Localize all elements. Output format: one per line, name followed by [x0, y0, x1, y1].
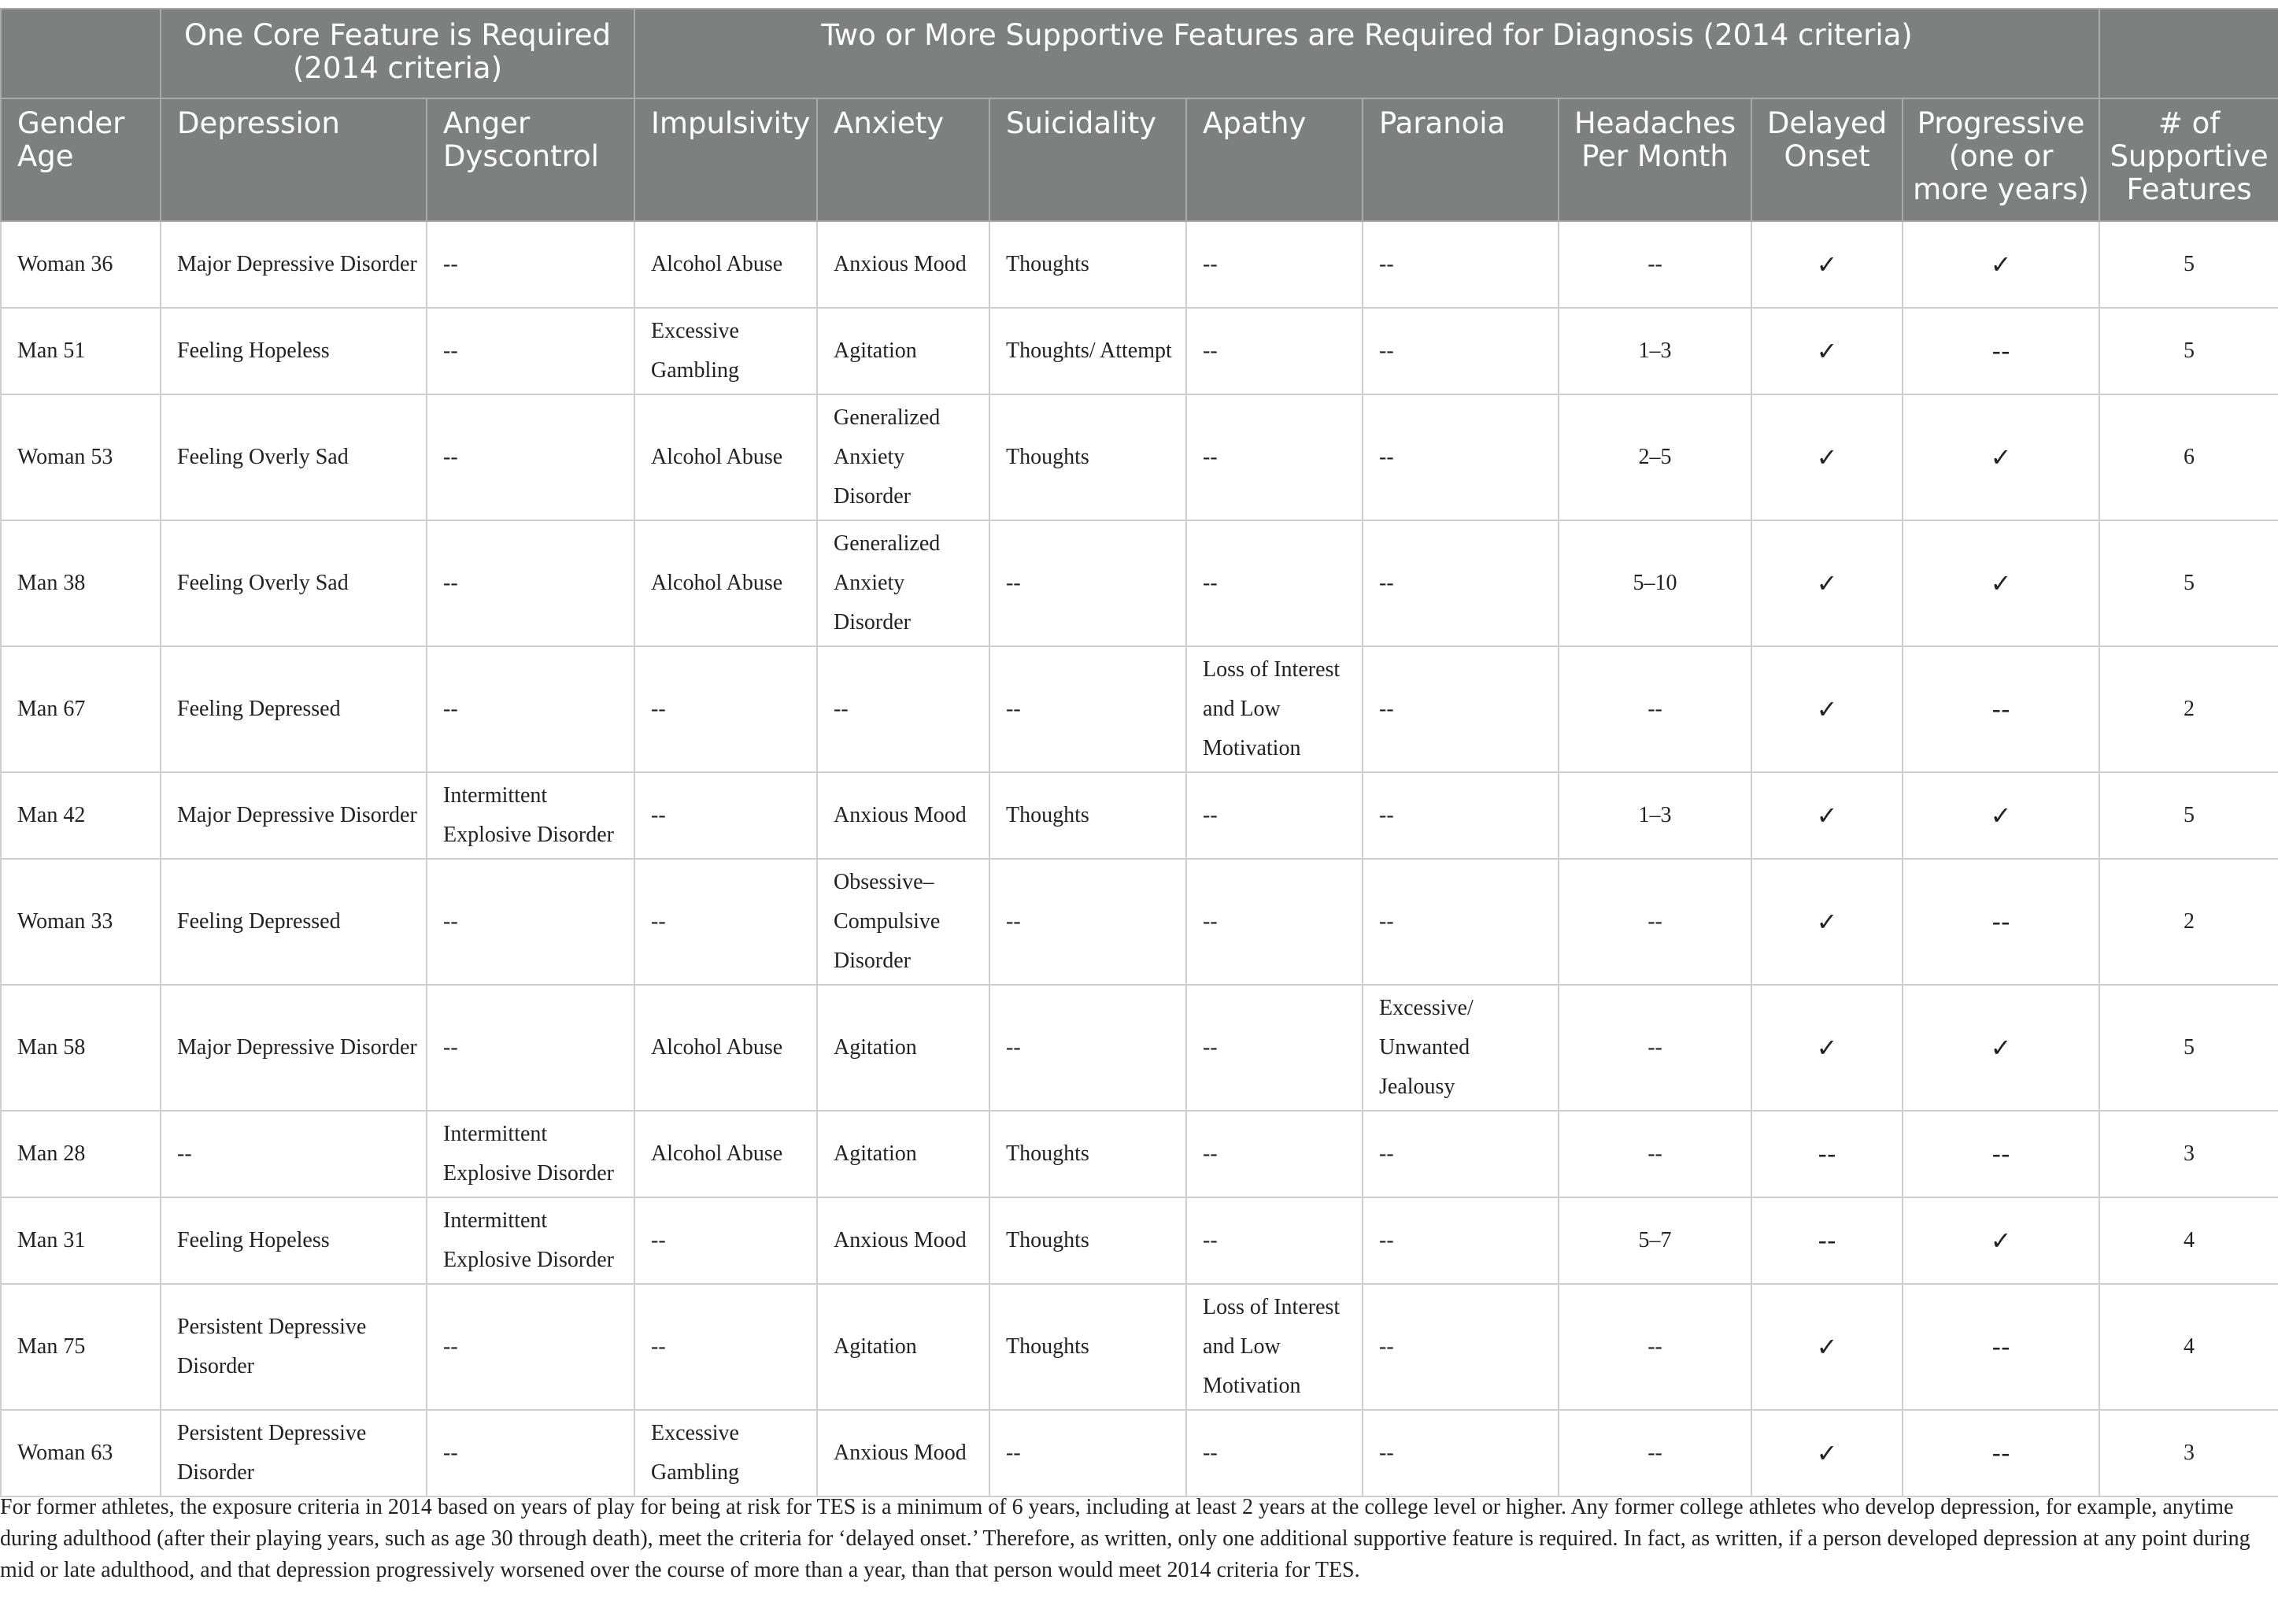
cell-apathy: -- [1186, 308, 1363, 394]
table-row [1, 1284, 2278, 1410]
cell-count: 6 [2099, 394, 2278, 520]
col-progressive: Progressive (one or more years) [1903, 98, 2099, 221]
cell-apathy: -- [1186, 859, 1363, 985]
cell-depression: Feeling Hopeless [161, 308, 427, 394]
cell-delayed-onset: ✓ [1751, 520, 1903, 646]
col-depression: Depression [161, 98, 427, 221]
col-headaches: Headaches Per Month [1559, 98, 1751, 221]
cell-gender-age: Man 28 [1, 1111, 161, 1197]
col-impulsivity: Impulsivity [634, 98, 817, 221]
table-row [1, 520, 2278, 646]
cell-progressive: -- [1903, 1111, 2099, 1197]
cell-gender-age: Man 75 [1, 1284, 161, 1410]
cell-gender-age: Man 38 [1, 520, 161, 646]
cell-depression: Major Depressive Disorder [161, 985, 427, 1111]
cell-headaches: 1–3 [1559, 308, 1751, 394]
cell-apathy: -- [1186, 1410, 1363, 1496]
col-anger-dyscontrol: Anger Dyscontrol [427, 98, 634, 221]
cell-anger: -- [427, 985, 634, 1111]
cell-apathy: -- [1186, 1197, 1363, 1284]
cell-paranoia: -- [1363, 1111, 1559, 1197]
cell-apathy: Loss of Interest and Low Motivation [1186, 1284, 1363, 1410]
cell-anxiety: Agitation [817, 1284, 989, 1410]
cell-headaches: 5–10 [1559, 520, 1751, 646]
cell-delayed-onset: ✓ [1751, 308, 1903, 394]
col-supportive-count: # of Supportive Features [2099, 98, 2278, 221]
table-row [1, 1197, 2278, 1284]
cell-impulsivity: Alcohol Abuse [634, 394, 817, 520]
col-delayed-onset: Delayed Onset [1751, 98, 1903, 221]
cell-gender-age: Man 58 [1, 985, 161, 1111]
cell-progressive: ✓ [1903, 985, 2099, 1111]
cell-headaches: -- [1559, 1111, 1751, 1197]
cell-count: 2 [2099, 646, 2278, 772]
cell-suicidality: Thoughts/ Attempt [989, 308, 1186, 394]
cell-delayed-onset: -- [1751, 1197, 1903, 1284]
cell-progressive: ✓ [1903, 1197, 2099, 1284]
cell-impulsivity: -- [634, 646, 817, 772]
table-row [1, 985, 2278, 1111]
cell-suicidality: -- [989, 985, 1186, 1111]
table-row [1, 221, 2278, 308]
table-body [1, 221, 2278, 1496]
cell-suicidality: -- [989, 1410, 1186, 1496]
cell-progressive: -- [1903, 1410, 2099, 1496]
cell-impulsivity: Alcohol Abuse [634, 1111, 817, 1197]
cell-headaches: -- [1559, 985, 1751, 1111]
cell-paranoia: -- [1363, 394, 1559, 520]
cell-depression: Feeling Hopeless [161, 1197, 427, 1284]
cell-count: 5 [2099, 221, 2278, 308]
cell-count: 4 [2099, 1197, 2278, 1284]
cell-suicidality: Thoughts [989, 1197, 1186, 1284]
cell-paranoia: -- [1363, 1410, 1559, 1496]
cell-progressive: ✓ [1903, 394, 2099, 520]
cell-progressive: ✓ [1903, 772, 2099, 859]
cell-anxiety: Agitation [817, 1111, 989, 1197]
cell-depression: -- [161, 1111, 427, 1197]
cell-suicidality: -- [989, 859, 1186, 985]
cell-paranoia: -- [1363, 646, 1559, 772]
cell-anxiety: Obsessive–Compulsive Disorder [817, 859, 989, 985]
cell-delayed-onset: ✓ [1751, 1410, 1903, 1496]
cell-headaches: 1–3 [1559, 772, 1751, 859]
cell-gender-age: Man 31 [1, 1197, 161, 1284]
cell-apathy: -- [1186, 772, 1363, 859]
table-row [1, 772, 2278, 859]
col-gender-age: Gender Age [1, 98, 161, 221]
cell-anger: Intermittent Explosive Disorder [427, 1197, 634, 1284]
cell-delayed-onset: ✓ [1751, 221, 1903, 308]
cell-progressive: -- [1903, 308, 2099, 394]
cell-impulsivity: Alcohol Abuse [634, 520, 817, 646]
cell-count: 4 [2099, 1284, 2278, 1410]
cell-count: 5 [2099, 520, 2278, 646]
table-row [1, 394, 2278, 520]
header-group-core: One Core Feature is Required (2014 criteria) [161, 9, 634, 98]
cell-depression: Feeling Overly Sad [161, 394, 427, 520]
cell-gender-age: Woman 53 [1, 394, 161, 520]
cell-count: 2 [2099, 859, 2278, 985]
cell-count: 5 [2099, 308, 2278, 394]
cell-anxiety: Agitation [817, 308, 989, 394]
header-group-empty [1, 9, 161, 98]
cell-impulsivity: Alcohol Abuse [634, 985, 817, 1111]
cell-progressive: ✓ [1903, 520, 2099, 646]
table-row [1, 1410, 2278, 1496]
cell-progressive: -- [1903, 859, 2099, 985]
cell-depression: Major Depressive Disorder [161, 772, 427, 859]
cell-apathy: -- [1186, 1111, 1363, 1197]
cell-anxiety: Generalized Anxiety Disorder [817, 394, 989, 520]
cell-impulsivity: -- [634, 1197, 817, 1284]
cell-gender-age: Man 42 [1, 772, 161, 859]
cell-anger: Intermittent Explosive Disorder [427, 772, 634, 859]
cell-headaches: -- [1559, 221, 1751, 308]
cell-anxiety: Generalized Anxiety Disorder [817, 520, 989, 646]
cell-delayed-onset: ✓ [1751, 646, 1903, 772]
cell-impulsivity: -- [634, 859, 817, 985]
cell-count: 3 [2099, 1410, 2278, 1496]
cell-apathy: -- [1186, 394, 1363, 520]
cell-anxiety: Anxious Mood [817, 1410, 989, 1496]
cell-suicidality: Thoughts [989, 1111, 1186, 1197]
cell-suicidality: Thoughts [989, 394, 1186, 520]
cell-anger: -- [427, 1284, 634, 1410]
cell-paranoia: Excessive/ Unwanted Jealousy [1363, 985, 1559, 1111]
table-row [1, 859, 2278, 985]
cell-suicidality: -- [989, 646, 1186, 772]
cell-delayed-onset: ✓ [1751, 859, 1903, 985]
cell-anger: -- [427, 1410, 634, 1496]
cell-headaches: 2–5 [1559, 394, 1751, 520]
cell-depression: Feeling Overly Sad [161, 520, 427, 646]
cell-delayed-onset: ✓ [1751, 985, 1903, 1111]
table-row [1, 308, 2278, 394]
cell-gender-age: Man 67 [1, 646, 161, 772]
cell-suicidality: -- [989, 520, 1186, 646]
col-paranoia: Paranoia [1363, 98, 1559, 221]
col-anxiety: Anxiety [817, 98, 989, 221]
cell-paranoia: -- [1363, 1284, 1559, 1410]
cell-count: 5 [2099, 985, 2278, 1111]
cell-anger: -- [427, 520, 634, 646]
cell-impulsivity: -- [634, 1284, 817, 1410]
cell-anger: -- [427, 221, 634, 308]
cell-headaches: -- [1559, 859, 1751, 985]
cell-gender-age: Woman 63 [1, 1410, 161, 1496]
cell-apathy: -- [1186, 985, 1363, 1111]
cell-delayed-onset: -- [1751, 1111, 1903, 1197]
cell-anger: -- [427, 394, 634, 520]
cell-suicidality: Thoughts [989, 221, 1186, 308]
cell-depression: Feeling Depressed [161, 646, 427, 772]
cell-progressive: ✓ [1903, 221, 2099, 308]
table-row [1, 1111, 2278, 1197]
cell-anger: -- [427, 859, 634, 985]
header-group-supportive: Two or More Supportive Features are Required for Diagnosis (2014 criteria) [634, 9, 2099, 98]
cell-delayed-onset: ✓ [1751, 1284, 1903, 1410]
cell-paranoia: -- [1363, 859, 1559, 985]
cell-apathy: -- [1186, 221, 1363, 308]
cell-depression: Persistent Depressive Disorder [161, 1410, 427, 1496]
cell-gender-age: Woman 33 [1, 859, 161, 985]
cell-paranoia: -- [1363, 308, 1559, 394]
cell-progressive: -- [1903, 646, 2099, 772]
cell-count: 5 [2099, 772, 2278, 859]
cell-paranoia: -- [1363, 1197, 1559, 1284]
col-suicidality: Suicidality [989, 98, 1186, 221]
cell-progressive: -- [1903, 1284, 2099, 1410]
cell-anxiety: -- [817, 646, 989, 772]
cell-count: 3 [2099, 1111, 2278, 1197]
header-group-empty-right [2099, 9, 2278, 98]
cell-depression: Feeling Depressed [161, 859, 427, 985]
col-apathy: Apathy [1186, 98, 1363, 221]
cell-impulsivity: -- [634, 772, 817, 859]
cell-anxiety: Anxious Mood [817, 772, 989, 859]
cell-headaches: -- [1559, 646, 1751, 772]
cell-suicidality: Thoughts [989, 1284, 1186, 1410]
cell-anger: -- [427, 646, 634, 772]
cell-gender-age: Man 51 [1, 308, 161, 394]
criteria-table [0, 8, 2278, 1497]
cell-apathy: Loss of Interest and Low Motivation [1186, 646, 1363, 772]
cell-paranoia: -- [1363, 520, 1559, 646]
cell-paranoia: -- [1363, 772, 1559, 859]
cell-impulsivity: Excessive Gambling [634, 1410, 817, 1496]
cell-delayed-onset: ✓ [1751, 772, 1903, 859]
table-row [1, 646, 2278, 772]
cell-gender-age: Woman 36 [1, 221, 161, 308]
cell-headaches: -- [1559, 1284, 1751, 1410]
cell-anxiety: Anxious Mood [817, 221, 989, 308]
table-footnote: For former athletes, the exposure criteria in 2014 based on years of play for being at risk for TES is a minimum of 6 years, including at least 2 years at the college level or higher. Any former college athletes who develop depression, for example, anytime during adulthood (after their playing years, such as age 30 through death), meet the criteria for ‘delayed onset.’ Therefore, as written, only one additional supportive feature is required. In fact, as written, if a person developed depression at any point during mid or late adulthood, and that depression progressively worsened over the course of more than a year, than that person would meet 2014 criteria for TES. [0, 1495, 2250, 1582]
cell-anxiety: Agitation [817, 985, 989, 1111]
cell-headaches: -- [1559, 1410, 1751, 1496]
cell-suicidality: Thoughts [989, 772, 1186, 859]
cell-headaches: 5–7 [1559, 1197, 1751, 1284]
cell-anger: -- [427, 308, 634, 394]
cell-anxiety: Anxious Mood [817, 1197, 989, 1284]
cell-anger: Intermittent Explosive Disorder [427, 1111, 634, 1197]
cell-apathy: -- [1186, 520, 1363, 646]
cell-delayed-onset: ✓ [1751, 394, 1903, 520]
cell-paranoia: -- [1363, 221, 1559, 308]
cell-depression: Persistent Depressive Disorder [161, 1284, 427, 1410]
cell-impulsivity: Alcohol Abuse [634, 221, 817, 308]
cell-impulsivity: Excessive Gambling [634, 308, 817, 394]
cell-depression: Major Depressive Disorder [161, 221, 427, 308]
